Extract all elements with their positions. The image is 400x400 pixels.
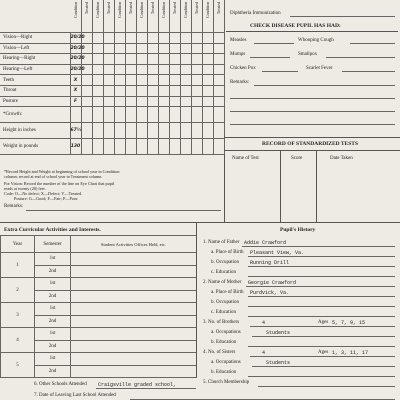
brothers-edu-label: b. Education bbox=[211, 340, 237, 345]
health-empty-cell[interactable] bbox=[202, 64, 213, 75]
health-empty-cell[interactable] bbox=[169, 43, 180, 54]
chicken-pox-label: Chicken Pox bbox=[230, 66, 256, 71]
health-col-header-label: Condition bbox=[183, 2, 188, 19]
health-value-cell[interactable]: 20/20 bbox=[70, 64, 81, 75]
section-rule bbox=[0, 222, 400, 223]
health-empty-cell[interactable] bbox=[92, 139, 103, 155]
extra-activity-cell[interactable] bbox=[71, 340, 197, 353]
health-empty-cell[interactable] bbox=[125, 107, 136, 123]
father-label: 1. Name of Father bbox=[203, 240, 240, 245]
mumps-field[interactable] bbox=[250, 57, 290, 58]
chicken-pox-field[interactable] bbox=[262, 71, 298, 72]
health-row-label: Throat bbox=[0, 85, 70, 96]
extra-activity-cell[interactable] bbox=[71, 328, 197, 341]
health-empty-cell[interactable] bbox=[147, 96, 158, 107]
health-empty-cell[interactable] bbox=[202, 139, 213, 155]
health-empty-cell[interactable] bbox=[213, 54, 224, 65]
sisters-field bbox=[250, 356, 395, 357]
diphtheria-label: Diphtheria Immunization bbox=[230, 11, 281, 16]
extra-semester-cell: 2nd bbox=[35, 265, 71, 278]
remarks-field[interactable] bbox=[254, 85, 395, 86]
sisters-edu-label: b. Education bbox=[211, 370, 237, 375]
health-empty-cell[interactable] bbox=[125, 139, 136, 155]
father-field bbox=[242, 246, 395, 247]
health-empty-cell[interactable] bbox=[136, 33, 147, 44]
measles-field[interactable] bbox=[254, 43, 294, 44]
health-empty-cell[interactable] bbox=[81, 139, 92, 155]
health-empty-cell[interactable] bbox=[136, 123, 147, 139]
health-empty-cell[interactable] bbox=[158, 75, 169, 86]
extra-semester-cell: 1st bbox=[35, 303, 71, 316]
health-empty-cell[interactable] bbox=[191, 75, 202, 86]
remarks-label: Remarks: bbox=[230, 80, 250, 85]
mother-birth-label: a. Place of Birth bbox=[211, 290, 244, 295]
health-empty-cell[interactable] bbox=[191, 64, 202, 75]
health-empty-cell[interactable] bbox=[92, 96, 103, 107]
health-empty-cell[interactable] bbox=[213, 123, 224, 139]
extra-year-cell: 1 bbox=[1, 253, 35, 278]
tests-score-col: Score bbox=[291, 156, 303, 161]
extra-row bbox=[1, 328, 197, 341]
health-empty-cell[interactable] bbox=[202, 33, 213, 44]
father-occ-value: Running Drill bbox=[250, 260, 290, 266]
health-empty-cell[interactable] bbox=[103, 33, 114, 44]
health-empty-cell[interactable] bbox=[180, 75, 191, 86]
note-5: Code: O—No defect; X—Defect; V—Treated. bbox=[4, 191, 83, 196]
brothers-label: 3. No. of Brothers bbox=[203, 320, 240, 325]
health-empty-cell[interactable] bbox=[92, 43, 103, 54]
health-empty-cell[interactable] bbox=[191, 33, 202, 44]
health-empty-cell[interactable] bbox=[202, 123, 213, 139]
health-col-header-label: Condition bbox=[205, 2, 210, 19]
health-value-cell[interactable]: X bbox=[70, 75, 81, 86]
father-birth-label: a. Place of Birth bbox=[211, 250, 244, 255]
sisters-ages-value: 1, 3, 11, 17 bbox=[332, 350, 369, 356]
extra-year-cell: 3 bbox=[1, 303, 35, 328]
sisters-occ-field bbox=[252, 366, 395, 367]
health-empty-cell[interactable] bbox=[191, 85, 202, 96]
health-empty-cell[interactable] bbox=[213, 33, 224, 44]
note-2: column; record at end of school year in Treatment column. bbox=[4, 174, 103, 179]
tests-header-rule bbox=[224, 150, 400, 151]
health-empty-cell[interactable] bbox=[169, 107, 180, 123]
tests-date-col: Date Taken bbox=[330, 156, 353, 161]
health-empty-cell[interactable] bbox=[103, 96, 114, 107]
health-empty-cell[interactable] bbox=[114, 43, 125, 54]
health-empty-cell[interactable] bbox=[180, 64, 191, 75]
mother-label: 2. Name of Mother bbox=[203, 280, 242, 285]
health-empty-cell[interactable] bbox=[169, 75, 180, 86]
health-empty-cell[interactable] bbox=[81, 85, 92, 96]
remarks-field-3[interactable] bbox=[230, 111, 395, 112]
sisters-label: 4. No. of Sisters bbox=[203, 350, 236, 355]
health-empty-cell[interactable] bbox=[202, 107, 213, 123]
health-empty-cell[interactable] bbox=[158, 123, 169, 139]
extra-title: Extra Curricular Activities and Interests. bbox=[4, 227, 101, 233]
health-empty-cell[interactable] bbox=[136, 96, 147, 107]
health-empty-cell[interactable] bbox=[114, 85, 125, 96]
extra-semester-cell: 1st bbox=[35, 253, 71, 266]
health-empty-cell[interactable] bbox=[213, 75, 224, 86]
health-empty-cell[interactable] bbox=[169, 96, 180, 107]
health-empty-cell[interactable] bbox=[213, 107, 224, 123]
sisters-occ-value: Students bbox=[266, 360, 291, 366]
health-empty-cell[interactable] bbox=[147, 139, 158, 155]
health-empty-cell[interactable] bbox=[202, 96, 213, 107]
whooping-field[interactable] bbox=[350, 43, 395, 44]
health-empty-cell[interactable] bbox=[81, 75, 92, 86]
health-row bbox=[0, 123, 224, 139]
father-occ-field bbox=[248, 266, 395, 267]
health-empty-cell[interactable] bbox=[169, 85, 180, 96]
health-empty-cell[interactable] bbox=[191, 54, 202, 65]
health-row bbox=[0, 43, 224, 54]
health-empty-cell[interactable] bbox=[114, 64, 125, 75]
mother-occ-label: b. Occupation bbox=[211, 300, 240, 305]
other-schools-value: Craigsville graded school, bbox=[98, 382, 177, 388]
extra-row bbox=[1, 353, 197, 366]
mumps-label: Mumps bbox=[230, 52, 246, 57]
extra-year-cell: 4 bbox=[1, 328, 35, 353]
health-value-cell[interactable]: 67½ bbox=[70, 123, 81, 139]
health-empty-cell[interactable] bbox=[169, 64, 180, 75]
health-empty-cell[interactable] bbox=[125, 43, 136, 54]
health-row-label: Posture bbox=[0, 96, 70, 107]
extra-semester-cell: 2nd bbox=[35, 315, 71, 328]
health-col-header-label: Treated bbox=[128, 2, 133, 15]
health-empty-cell[interactable] bbox=[191, 96, 202, 107]
mother-birth-field bbox=[248, 296, 395, 297]
check-disease-heading: CHECK DISEASE PUPIL HAS HAD: bbox=[250, 23, 341, 29]
health-empty-cell[interactable] bbox=[147, 107, 158, 123]
extra-activity-cell[interactable] bbox=[71, 303, 197, 316]
health-value-cell[interactable]: X bbox=[70, 85, 81, 96]
father-birth-field bbox=[248, 256, 395, 257]
extra-row bbox=[1, 303, 197, 316]
smallpox-field[interactable] bbox=[326, 57, 395, 58]
remarks-field-4[interactable] bbox=[230, 124, 395, 125]
tests-name-col: Name of Test bbox=[232, 156, 259, 161]
health-empty-cell[interactable] bbox=[136, 54, 147, 65]
health-empty-cell[interactable] bbox=[103, 43, 114, 54]
measles-label: Measles bbox=[230, 38, 247, 43]
note-4: reads at twenty (20) feet. bbox=[4, 186, 46, 191]
extra-semester-cell: 1st bbox=[35, 353, 71, 366]
year-col-header: Year bbox=[1, 236, 35, 253]
sisters-occ-label: a. Occupations bbox=[211, 360, 241, 365]
extra-activity-cell[interactable] bbox=[71, 365, 197, 378]
health-empty-cell[interactable] bbox=[92, 54, 103, 65]
health-empty-cell[interactable] bbox=[103, 123, 114, 139]
extra-semester-cell: 2nd bbox=[35, 290, 71, 303]
health-empty-cell[interactable] bbox=[213, 43, 224, 54]
whooping-label: Whooping Cough bbox=[298, 38, 334, 43]
health-empty-cell[interactable] bbox=[180, 139, 191, 155]
health-row-label: Weight in pounds bbox=[0, 139, 70, 155]
smallpox-label: Smallpox bbox=[298, 52, 318, 57]
health-grid bbox=[0, 32, 225, 155]
father-birth-value: Pleasant View, Va. bbox=[250, 250, 305, 256]
extra-row bbox=[1, 278, 197, 291]
health-empty-cell[interactable] bbox=[147, 54, 158, 65]
health-row-label: *Growth: bbox=[0, 107, 70, 123]
health-empty-cell[interactable] bbox=[158, 107, 169, 123]
brothers-ages-label: Ages bbox=[318, 320, 329, 325]
mother-edu-field bbox=[248, 316, 395, 317]
health-empty-cell[interactable] bbox=[147, 75, 158, 86]
mother-birth-value: Purdvick, Va. bbox=[250, 290, 290, 296]
health-empty-cell[interactable] bbox=[202, 85, 213, 96]
mother-field bbox=[246, 286, 395, 287]
health-empty-cell[interactable] bbox=[202, 54, 213, 65]
health-empty-cell[interactable] bbox=[103, 107, 114, 123]
health-empty-cell[interactable] bbox=[81, 107, 92, 123]
mother-occ-field bbox=[248, 306, 395, 307]
health-value-cell[interactable]: 20/20 bbox=[70, 33, 81, 44]
other-schools-field bbox=[96, 388, 196, 389]
health-empty-cell[interactable] bbox=[202, 43, 213, 54]
extra-table bbox=[0, 235, 197, 378]
health-empty-cell[interactable] bbox=[114, 96, 125, 107]
health-row bbox=[0, 96, 224, 107]
extra-row bbox=[1, 253, 197, 266]
extra-year-cell: 5 bbox=[1, 353, 35, 378]
brothers-ages-value: 5, 7, 9, 15 bbox=[332, 320, 366, 326]
note-3: For Vision: Record the number of the line on Eye Chart that pupil bbox=[4, 181, 115, 186]
remarks-field-2[interactable] bbox=[230, 98, 395, 99]
scarlet-field[interactable] bbox=[342, 71, 395, 72]
extra-activity-cell[interactable] bbox=[71, 353, 197, 366]
health-empty-cell[interactable] bbox=[147, 64, 158, 75]
health-row-label: Hearing—Right bbox=[0, 54, 70, 65]
health-empty-cell[interactable] bbox=[136, 85, 147, 96]
health-empty-cell[interactable] bbox=[169, 54, 180, 65]
sisters-value: 4 bbox=[262, 350, 266, 356]
brothers-occ-label: a. Occupations bbox=[211, 330, 241, 335]
semester-col-header: Semester bbox=[35, 236, 71, 253]
health-row-label: Hearing—Left bbox=[0, 64, 70, 75]
health-empty-cell[interactable] bbox=[191, 43, 202, 54]
health-col-header-label: Treated bbox=[216, 2, 221, 15]
health-col-header-label: Condition bbox=[117, 2, 122, 19]
health-empty-cell[interactable] bbox=[114, 107, 125, 123]
brothers-value: 4 bbox=[262, 320, 266, 326]
health-empty-cell[interactable] bbox=[114, 54, 125, 65]
health-empty-cell[interactable] bbox=[125, 75, 136, 86]
brothers-occ-field bbox=[252, 336, 395, 337]
brothers-field bbox=[250, 326, 395, 327]
health-row bbox=[0, 33, 224, 44]
health-empty-cell[interactable] bbox=[191, 107, 202, 123]
health-empty-cell[interactable] bbox=[136, 43, 147, 54]
father-value: Addie Crawford bbox=[244, 240, 287, 246]
health-empty-cell[interactable] bbox=[213, 139, 224, 155]
health-col-header-label: Treated bbox=[150, 2, 155, 15]
health-value-cell[interactable]: F bbox=[70, 96, 81, 107]
health-empty-cell[interactable] bbox=[114, 123, 125, 139]
health-empty-cell[interactable] bbox=[125, 85, 136, 96]
health-value-cell[interactable]: 20/20 bbox=[70, 54, 81, 65]
health-row bbox=[0, 54, 224, 65]
father-occ-label: b. Occupation bbox=[211, 260, 240, 265]
health-empty-cell[interactable] bbox=[191, 123, 202, 139]
sisters-ages-label: Ages bbox=[318, 350, 329, 355]
health-empty-cell[interactable] bbox=[213, 85, 224, 96]
health-empty-cell[interactable] bbox=[180, 96, 191, 107]
health-col-header-label: Condition bbox=[73, 2, 78, 19]
health-empty-cell[interactable] bbox=[158, 85, 169, 96]
health-grid-header bbox=[70, 0, 224, 33]
health-col-header bbox=[213, 0, 225, 32]
health-empty-cell[interactable] bbox=[180, 85, 191, 96]
health-empty-cell[interactable] bbox=[202, 75, 213, 86]
tests-col-divider-1 bbox=[280, 150, 281, 222]
extra-semester-cell: 2nd bbox=[35, 365, 71, 378]
health-empty-cell[interactable] bbox=[147, 33, 158, 44]
health-empty-cell[interactable] bbox=[169, 123, 180, 139]
activities-col-header: Student Activities Offices Held, etc. bbox=[71, 236, 197, 253]
health-empty-cell[interactable] bbox=[180, 54, 191, 65]
health-empty-cell[interactable] bbox=[103, 54, 114, 65]
scarlet-label: Scarlet Fever bbox=[306, 66, 333, 71]
health-row bbox=[0, 85, 224, 96]
health-row bbox=[0, 139, 224, 155]
health-empty-cell[interactable] bbox=[81, 123, 92, 139]
health-col-header-label: Treated bbox=[84, 2, 89, 15]
other-schools-label: 6. Other Schools Attended bbox=[34, 382, 87, 387]
extra-activity-cell[interactable] bbox=[71, 278, 197, 291]
health-empty-cell[interactable] bbox=[158, 54, 169, 65]
health-row-label: Height in inches bbox=[0, 123, 70, 139]
health-empty-cell[interactable] bbox=[92, 64, 103, 75]
health-value-cell[interactable]: 20/20 bbox=[70, 43, 81, 54]
bottom-divider bbox=[196, 222, 197, 377]
health-col-header-label: Condition bbox=[139, 2, 144, 19]
mother-edu-label: c. Education bbox=[211, 310, 236, 315]
health-empty-cell[interactable] bbox=[136, 107, 147, 123]
health-empty-cell[interactable] bbox=[81, 96, 92, 107]
health-empty-cell[interactable] bbox=[136, 139, 147, 155]
tests-title: RECORD OF STANDARDIZED TESTS bbox=[262, 141, 359, 147]
health-empty-cell[interactable] bbox=[125, 96, 136, 107]
health-empty-cell[interactable] bbox=[136, 64, 147, 75]
diphtheria-field[interactable] bbox=[290, 16, 395, 17]
health-empty-cell[interactable] bbox=[180, 33, 191, 44]
father-edu-label: c. Education bbox=[211, 270, 236, 275]
history-title: Pupil's History bbox=[280, 227, 316, 233]
health-row bbox=[0, 64, 224, 75]
note-6: Posture: G—Good; F—Fair; P—Poor. bbox=[14, 196, 79, 201]
health-empty-cell[interactable] bbox=[147, 43, 158, 54]
health-empty-cell[interactable] bbox=[191, 139, 202, 155]
notes-remarks-field[interactable] bbox=[26, 210, 221, 211]
health-empty-cell[interactable] bbox=[213, 96, 224, 107]
health-row bbox=[0, 75, 224, 86]
extra-activity-cell[interactable] bbox=[71, 290, 197, 303]
health-row bbox=[0, 107, 224, 123]
health-empty-cell[interactable] bbox=[158, 96, 169, 107]
health-empty-cell[interactable] bbox=[213, 64, 224, 75]
date-left-label: 7. Date of Leaving Last School Attended bbox=[34, 393, 116, 398]
health-empty-cell[interactable] bbox=[147, 123, 158, 139]
health-col-header-label: Condition bbox=[95, 2, 100, 19]
health-col-header-label: Treated bbox=[106, 2, 111, 15]
health-empty-cell[interactable] bbox=[125, 64, 136, 75]
health-empty-cell[interactable] bbox=[125, 33, 136, 44]
brothers-occ-value: Students bbox=[266, 330, 291, 336]
health-empty-cell[interactable] bbox=[103, 64, 114, 75]
health-empty-cell[interactable] bbox=[158, 43, 169, 54]
health-col-header-label: Treated bbox=[194, 2, 199, 15]
health-row-label: Teeth bbox=[0, 75, 70, 86]
mother-value: Georgie Crawford bbox=[248, 280, 297, 286]
health-value-cell[interactable] bbox=[70, 107, 81, 123]
extra-semester-cell: 1st bbox=[35, 328, 71, 341]
tests-col-divider-2 bbox=[316, 150, 317, 222]
check-disease-rule bbox=[226, 31, 398, 32]
extra-semester-cell: 1st bbox=[35, 278, 71, 291]
health-empty-cell[interactable] bbox=[125, 123, 136, 139]
father-edu-field bbox=[248, 276, 395, 277]
notes-remarks-label: Remarks: bbox=[4, 204, 24, 209]
health-empty-cell[interactable] bbox=[158, 33, 169, 44]
health-empty-cell[interactable] bbox=[92, 107, 103, 123]
sisters-edu-field bbox=[248, 376, 395, 377]
health-empty-cell[interactable] bbox=[92, 75, 103, 86]
health-empty-cell[interactable] bbox=[180, 123, 191, 139]
health-empty-cell[interactable] bbox=[125, 54, 136, 65]
extra-activity-cell[interactable] bbox=[71, 315, 197, 328]
health-empty-cell[interactable] bbox=[180, 107, 191, 123]
tests-top-rule bbox=[224, 137, 400, 138]
health-col-header-label: Condition bbox=[161, 2, 166, 19]
health-empty-cell[interactable] bbox=[180, 43, 191, 54]
church-label: 5. Church Membership bbox=[203, 380, 250, 385]
extra-semester-cell: 2nd bbox=[35, 340, 71, 353]
health-empty-cell[interactable] bbox=[158, 139, 169, 155]
health-empty-cell[interactable] bbox=[103, 75, 114, 86]
health-empty-cell[interactable] bbox=[114, 33, 125, 44]
health-empty-cell[interactable] bbox=[103, 139, 114, 155]
extra-activity-cell[interactable] bbox=[71, 265, 197, 278]
health-row-label: Vision—Right bbox=[0, 33, 70, 44]
health-empty-cell[interactable] bbox=[169, 139, 180, 155]
health-empty-cell[interactable] bbox=[169, 33, 180, 44]
health-empty-cell[interactable] bbox=[92, 123, 103, 139]
health-col-header-label: Treated bbox=[172, 2, 177, 15]
extra-activity-cell[interactable] bbox=[71, 253, 197, 266]
health-empty-cell[interactable] bbox=[158, 64, 169, 75]
health-empty-cell[interactable] bbox=[114, 139, 125, 155]
health-empty-cell[interactable] bbox=[103, 85, 114, 96]
health-value-cell[interactable]: 130 bbox=[70, 139, 81, 155]
brothers-edu-field bbox=[248, 346, 395, 347]
note-1: *Record Height and Weight at beginning of school year in Condition bbox=[4, 169, 120, 174]
health-row-label: Vision—Left bbox=[0, 43, 70, 54]
health-empty-cell[interactable] bbox=[114, 75, 125, 86]
health-empty-cell[interactable] bbox=[92, 85, 103, 96]
health-empty-cell[interactable] bbox=[147, 85, 158, 96]
health-empty-cell[interactable] bbox=[92, 33, 103, 44]
health-empty-cell[interactable] bbox=[136, 75, 147, 86]
extra-year-cell: 2 bbox=[1, 278, 35, 303]
church-field bbox=[258, 386, 395, 387]
